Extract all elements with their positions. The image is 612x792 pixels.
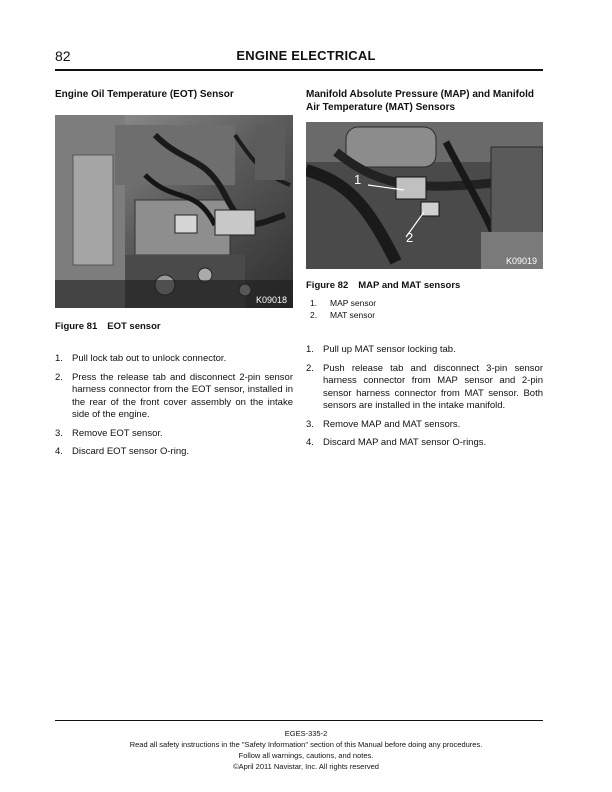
step-number: 3. bbox=[306, 418, 314, 430]
safety-notice: Read all safety instructions in the "Safety Information" section of this Manual before doing any procedures. bbox=[129, 740, 483, 749]
figure-81-caption bbox=[55, 321, 293, 332]
list-item bbox=[306, 297, 543, 309]
list-item bbox=[306, 309, 543, 321]
page-number: 82 bbox=[55, 48, 71, 64]
step-text: Remove MAP and MAT sensors. bbox=[323, 418, 461, 430]
doc-code: EGES-335-2 bbox=[284, 729, 328, 738]
step-number: 2. bbox=[55, 371, 63, 383]
step-text: Pull lock tab out to unlock connector. bbox=[72, 353, 227, 364]
callout-2-label: 2 bbox=[406, 230, 414, 245]
figure-82-caption bbox=[306, 280, 543, 291]
figure-title: EOT sensor bbox=[107, 321, 161, 332]
figure-code: K09018 bbox=[255, 295, 287, 305]
map-mat-callout-list bbox=[306, 297, 543, 321]
list-item bbox=[55, 428, 293, 441]
eot-engine-illustration bbox=[55, 115, 293, 308]
map-mat-sensor-photo bbox=[306, 122, 543, 269]
step-text: Discard EOT sensor O-ring. bbox=[72, 446, 190, 457]
callout-number: 2. bbox=[310, 310, 318, 320]
step-number: 3. bbox=[55, 427, 63, 439]
list-item bbox=[55, 446, 293, 459]
list-item bbox=[55, 372, 293, 422]
step-text: Push release tab and disconnect 3-pin sensor harness connector from MAP sensor and 2-pin sensor harness connector from MAT sensor. Both sensors are installed in the intake manifold. bbox=[323, 362, 543, 411]
callout-1-label: 1 bbox=[354, 172, 362, 187]
eot-steps-list bbox=[55, 353, 293, 459]
map-mat-engine-illustration bbox=[306, 122, 543, 269]
map-mat-steps-list bbox=[306, 344, 543, 450]
list-item bbox=[306, 437, 543, 450]
left-column bbox=[55, 88, 293, 465]
step-number: 1. bbox=[55, 353, 63, 364]
eot-heading: Engine Oil Temperature (EOT) Sensor bbox=[55, 89, 234, 100]
step-text: Press the release tab and disconnect 2-pin sensor harness connector from the EOT sensor, installed in the rear of the front cover assembly on the intake side of the engine. bbox=[72, 371, 293, 420]
list-item bbox=[55, 353, 293, 366]
step-number: 2. bbox=[306, 362, 314, 374]
callout-text: MAT sensor bbox=[330, 310, 376, 320]
section-title: ENGINE ELECTRICAL bbox=[236, 48, 376, 63]
right-column bbox=[306, 88, 543, 456]
step-text: Discard MAP and MAT sensor O-rings. bbox=[323, 437, 487, 448]
list-item bbox=[306, 419, 543, 432]
eot-sensor-photo bbox=[55, 115, 293, 308]
warnings-notice: Follow all warnings, cautions, and notes. bbox=[238, 751, 374, 760]
footer-rule bbox=[55, 720, 543, 721]
callout-number: 1. bbox=[310, 298, 318, 308]
step-number: 4. bbox=[55, 446, 63, 457]
callout-text: MAP sensor bbox=[330, 298, 377, 308]
step-number: 4. bbox=[306, 437, 314, 448]
figure-number: Figure 81 bbox=[55, 321, 98, 332]
footer bbox=[0, 728, 612, 772]
copyright: ©April 2011 Navistar, Inc. All rights reserved bbox=[233, 762, 379, 771]
header-rule bbox=[55, 69, 543, 71]
figure-number: Figure 82 bbox=[306, 280, 349, 291]
step-text: Pull up MAT sensor locking tab. bbox=[323, 344, 456, 355]
map-mat-heading: Manifold Absolute Pressure (MAP) and Manifold Air Temperature (MAT) Sensors bbox=[306, 89, 534, 113]
step-text: Remove EOT sensor. bbox=[72, 427, 163, 439]
step-number: 1. bbox=[306, 344, 314, 355]
list-item bbox=[306, 363, 543, 413]
list-item bbox=[306, 344, 543, 357]
figure-code: K09019 bbox=[505, 256, 537, 266]
figure-title: MAP and MAT sensors bbox=[358, 280, 461, 291]
